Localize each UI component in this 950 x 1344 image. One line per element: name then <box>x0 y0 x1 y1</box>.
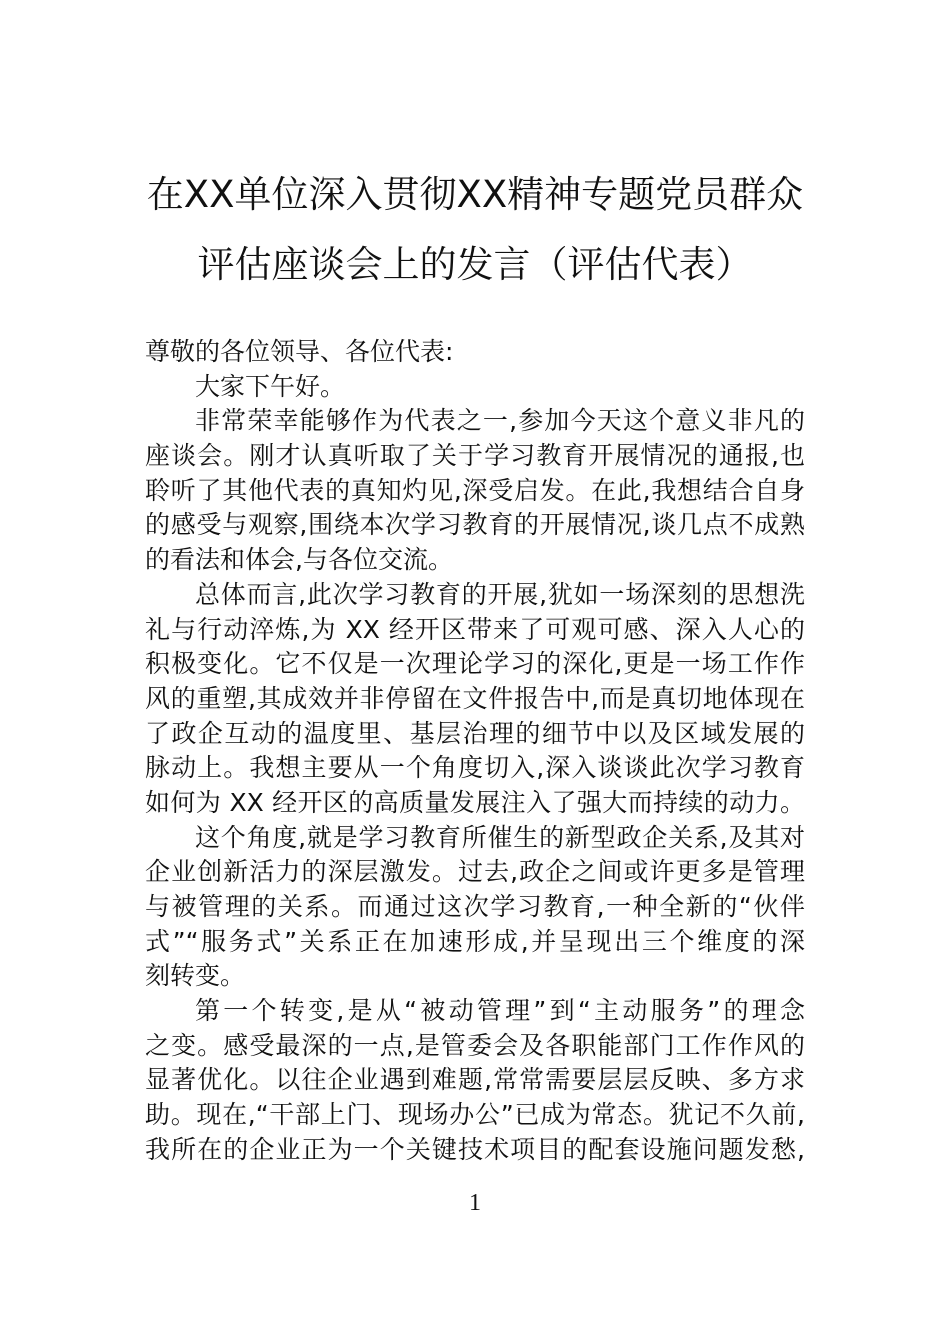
paragraph <box>145 335 805 370</box>
paragraph <box>145 821 805 994</box>
text-line: 与被管理的关系。而通过这次学习教育,一种全新的“伙伴 <box>145 892 805 921</box>
text-line: 脉动上。我想主要从一个角度切入,深入谈谈此次学习教育 <box>145 753 805 783</box>
text-line: 第一个转变,是从“被动管理”到“主动服务”的理念 <box>195 996 805 1026</box>
text-line: 座谈会。刚才认真听取了关于学习教育开展情况的通报,也 <box>145 441 805 471</box>
page-number: 1 <box>469 1190 481 1216</box>
text-line: 企业创新活力的深层激发。过去,政企之间或许更多是管理 <box>145 857 805 887</box>
text-line: 非常荣幸能够作为代表之一,参加今天这个意义非凡的 <box>195 406 805 436</box>
text-line: 了政企互动的温度里、基层治理的细节中以及区域发展的 <box>145 718 805 748</box>
text-line: 总体而言,此次学习教育的开展,犹如一场深刻的思想洗 <box>195 579 805 609</box>
text-line: 大家下午好。 <box>195 371 346 401</box>
text-line: 聆听了其他代表的真知灼见,深受启发。在此,我想结合自身 <box>145 475 805 505</box>
text-line: 式”“服务式”关系正在加速形成,并呈现出三个维度的深 <box>145 926 805 956</box>
document-title-line-2: 评估座谈会上的发言（评估代表） <box>197 243 753 286</box>
text-line: 助。现在,“干部上门、现场办公”已成为常态。犹记不久前, <box>145 1100 805 1130</box>
text-line: 风的重塑,其成效并非停留在文件报告中,而是真切地体现在 <box>145 683 805 713</box>
text-line: 的感受与观察,围绕本次学习教育的开展情况,谈几点不成熟 <box>145 510 805 540</box>
text-line: 礼与行动淬炼,为 XX 经开区带来了可观可感、深入人心的 <box>145 614 805 644</box>
text-line: 之变。感受最深的一点,是管委会及各职能部门工作作风的 <box>145 1030 805 1060</box>
text-line: 我所在的企业正为一个关键技术项目的配套设施问题发愁, <box>145 1134 805 1164</box>
text-line: 刻转变。 <box>145 961 246 991</box>
document-body <box>145 335 805 1168</box>
text-line: 的看法和体会,与各位交流。 <box>145 545 453 575</box>
document-title-line-1: 在XX单位深入贯彻XX精神专题党员群众 <box>146 173 804 216</box>
paragraph <box>145 404 805 577</box>
text-line: 尊敬的各位领导、各位代表: <box>145 337 454 366</box>
text-line: 积极变化。它不仅是一次理论学习的深化,更是一场工作作 <box>145 649 805 679</box>
paragraph <box>145 994 805 1167</box>
paragraph <box>145 578 805 821</box>
text-line: 这个角度,就是学习教育所催生的新型政企关系,及其对 <box>195 822 805 852</box>
text-line: 如何为 XX 经开区的高质量发展注入了强大而持续的动力。 <box>145 787 805 817</box>
paragraph <box>145 370 805 405</box>
text-line: 显著优化。以往企业遇到难题,常常需要层层反映、多方求 <box>145 1065 805 1095</box>
